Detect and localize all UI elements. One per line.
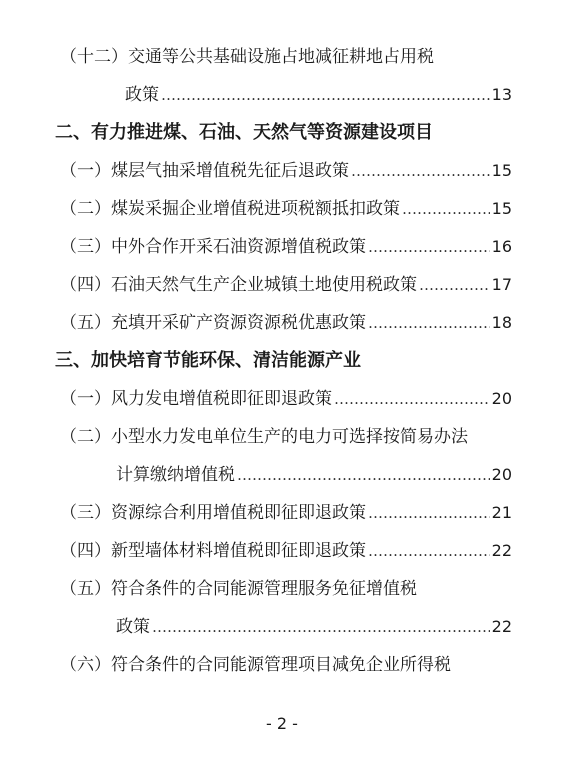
toc-entry-label: （六）符合条件的合同能源管理项目减免企业所得税	[60, 655, 451, 675]
dot-leader	[237, 460, 490, 490]
toc-entry-label: 计算缴纳增值税	[116, 465, 235, 485]
page-number: - 2 -	[266, 714, 298, 733]
toc-entry[interactable]	[60, 270, 512, 300]
toc-page-number: 20	[491, 465, 512, 484]
toc-entry-12-line2[interactable]	[125, 80, 512, 110]
toc-entry-line2[interactable]	[116, 460, 512, 490]
section-heading-3[interactable]: 三、加快培育节能环保、清洁能源产业	[55, 350, 361, 371]
dot-leader	[368, 498, 490, 528]
dot-leader	[419, 270, 490, 300]
toc-entry-label: （一）煤层气抽采增值税先征后退政策	[60, 161, 349, 181]
dot-leader	[402, 194, 490, 224]
toc-entry-label: （五）符合条件的合同能源管理服务免征增值税	[60, 579, 417, 599]
section-heading-2[interactable]: 二、有力推进煤、石油、天然气等资源建设项目	[55, 122, 433, 143]
toc-entry-label: （四）新型墙体材料增值税即征即退政策	[60, 541, 366, 561]
toc-entry[interactable]	[60, 650, 451, 680]
toc-page-number: 22	[491, 541, 512, 560]
toc-entry[interactable]	[60, 156, 512, 186]
dot-leader	[161, 80, 490, 110]
toc-page-number: 15	[491, 199, 512, 218]
toc-entry-line1[interactable]	[60, 422, 468, 452]
dot-leader	[368, 536, 490, 566]
dot-leader	[152, 612, 490, 642]
toc-entry[interactable]	[60, 194, 512, 224]
dot-leader	[368, 308, 490, 338]
toc-page-number: 20	[491, 389, 512, 408]
toc-entry-label: （二）煤炭采掘企业增值税进项税额抵扣政策	[60, 199, 400, 219]
toc-entry-label: 政策	[125, 85, 159, 105]
dot-leader	[334, 384, 490, 414]
toc-page-number: 18	[491, 313, 512, 332]
toc-entry-label: （十二）交通等公共基础设施占地减征耕地占用税	[60, 47, 434, 67]
toc-page-number: 21	[491, 503, 512, 522]
toc-entry-line2[interactable]	[116, 612, 512, 642]
toc-entry[interactable]	[60, 536, 512, 566]
toc-entry[interactable]	[60, 232, 512, 262]
toc-page-number: 15	[491, 161, 512, 180]
toc-entry-label: （一）风力发电增值税即征即退政策	[60, 389, 332, 409]
toc-page-number: 17	[491, 275, 512, 294]
toc-entry[interactable]	[60, 308, 512, 338]
dot-leader	[368, 232, 490, 262]
toc-page-number: 22	[491, 617, 512, 636]
toc-page-number: 16	[491, 237, 512, 256]
toc-entry-label: （五）充填开采矿产资源资源税优惠政策	[60, 313, 366, 333]
toc-entry-12-line1[interactable]	[60, 42, 434, 72]
toc-entry[interactable]	[60, 498, 512, 528]
toc-entry-label: 政策	[116, 617, 150, 637]
toc-page-number: 13	[491, 85, 512, 104]
toc-entry-label: （四）石油天然气生产企业城镇土地使用税政策	[60, 275, 417, 295]
toc-entry[interactable]	[60, 384, 512, 414]
toc-entry-line1[interactable]	[60, 574, 417, 604]
toc-entry-label: （三）资源综合利用增值税即征即退政策	[60, 503, 366, 523]
dot-leader	[351, 156, 490, 186]
toc-entry-label: （二）小型水力发电单位生产的电力可选择按简易办法	[60, 427, 468, 447]
toc-entry-label: （三）中外合作开采石油资源增值税政策	[60, 237, 366, 257]
